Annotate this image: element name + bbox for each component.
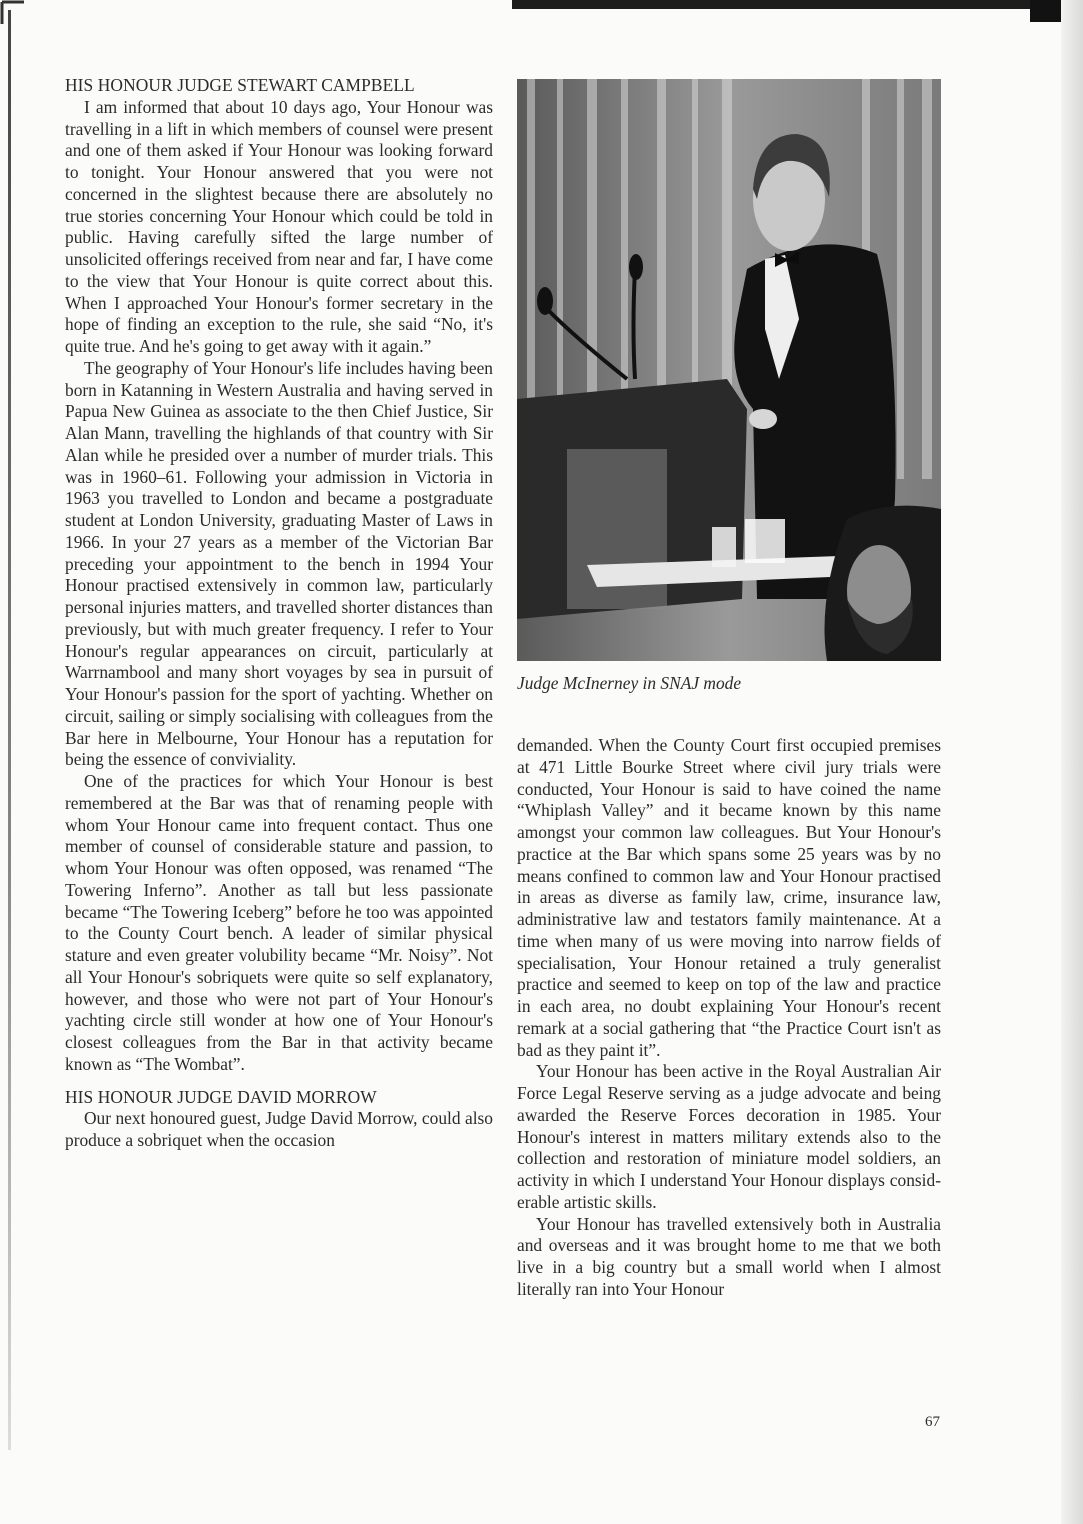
section-heading-campbell: HIS HONOUR JUDGE STEWART CAMPBELL [65,75,415,95]
paragraph: demanded. When the County Court first occupied premises at 471 Little Bourke Street where civil jury trials were conducted, Your Honour is said to have coined the name “Whiplash Valley” and it became known by this name amongst your common law colleagues. But Your Honour's practice at the Bar which spans some 25 years was by no means confined to common law and Your Honour practised in areas as diverse as family law, crime, insurance law, administrative law and testators family maintenance. At a time when many of us were moving into narrow fields of specialisation, Your Honour retained a truly generalist practice and seemed to keep on top of the law and practice in each area, no doubt explaining Your Honour's recent remark at a social gathering that “the Practice Court isn't as bad as they paint it”. [517,735,941,1060]
photo-illustration [517,79,941,661]
scan-edge-top [512,0,1083,9]
paragraph: Your Honour has been active in the Royal Australian Air Force Legal Reserve serving as a judge advocate and being awarded the Reserve Forces decoration in 1985. Your Honour's interest in matters military extends also to the collection and restoration of miniature model soldiers, an activity in which I understand Your Honour displays considerable artistic skills. [517,1061,941,1212]
paragraph: I am informed that about 10 days ago, Your Honour was travelling in a lift in which members of counsel were present and one of them asked if Your Honour was looking forward to tonight. Your Honour answered that you were not concerned in the slightest because there are absolutely no true stories concerning Your Honour which could be told in public. Having carefully sifted the large number of unsolicited offerings received from near and far, I have come to the view that Your Honour is quite correct about this. When I approached Your Honour's former secretary in the hope of finding an exception to the rule, she said “No, it's quite true. And he's going to get away with it again.” [65,96,493,356]
page-number: 67 [925,1414,940,1430]
paragraph: The geography of Your Honour's life includes having been born in Katanning in Western Australia and having served in Papua New Guinea as associate to the then Chief Justice, Sir Alan Mann, travelling the highlands of that country with Sir Alan while he presided over a number of murder trials. This was in 1960–61. Following your admission in Victoria in 1963 you travelled to London and became a postgraduate student at London University, graduating Master of Laws in 1966. In your 27 years as a member of the Victorian Bar preceding your appointment to the bench in 1994 Your Honour practised extensively in common law, particularly personal injuries matters, and travelled shorter distances than previously, but with much greater frequency. I refer to Your Honour's regular appearances on circuit, particularly at Warrnambool and many short voyages by sea in pursuit of Your Honour's passion for the sport of yachting. Whether on circuit, sailing or simply socialising with colleagues from the Bar here in Melbourne, Your Honour has a reputation for being the essence of conviviality. [65,357,493,770]
speaker-photo [517,79,941,661]
paragraph: One of the practices for which Your Honour is best remembered at the Bar was that of renaming people with whom Your Honour came into frequent contact. Thus one member of counsel of considerable stature and passion, to whom Your Honour was often opposed, was renamed “The Towering Inferno”. Another as tall but less passionate became “The Towering Iceberg” before he too was appointed to the County Court bench. A leader of similar physical stature and even greater volubility became “Mr. Noisy”. Not all Your Honour's sobriquets were quite so self explanatory, however, and those who were not part of Your Honour's yachting circle still wonder at how one of Your Honour's closest colleagues from the Bar in that activity became known as “The Wombat”. [65,771,493,1074]
scan-edge-left [8,10,11,1450]
right-column [517,735,941,1301]
photo-caption: Judge McInerney in SNAJ mode [517,673,742,693]
paragraph: Your Honour has travelled extensively both in Australia and overseas and it was brought home to me that we both live in a big country but a small world when I almost literally ran into Your Honour [517,1213,941,1299]
paragraph: Our next honoured guest, Judge David Morrow, could also produce a sobriquet when the occasion [65,1108,493,1150]
section-heading-morrow: HIS HONOUR JUDGE DAVID MORROW [65,1086,377,1107]
left-column [65,75,493,1152]
crop-mark-icon [0,0,26,26]
scan-edge-right [1061,0,1083,1524]
